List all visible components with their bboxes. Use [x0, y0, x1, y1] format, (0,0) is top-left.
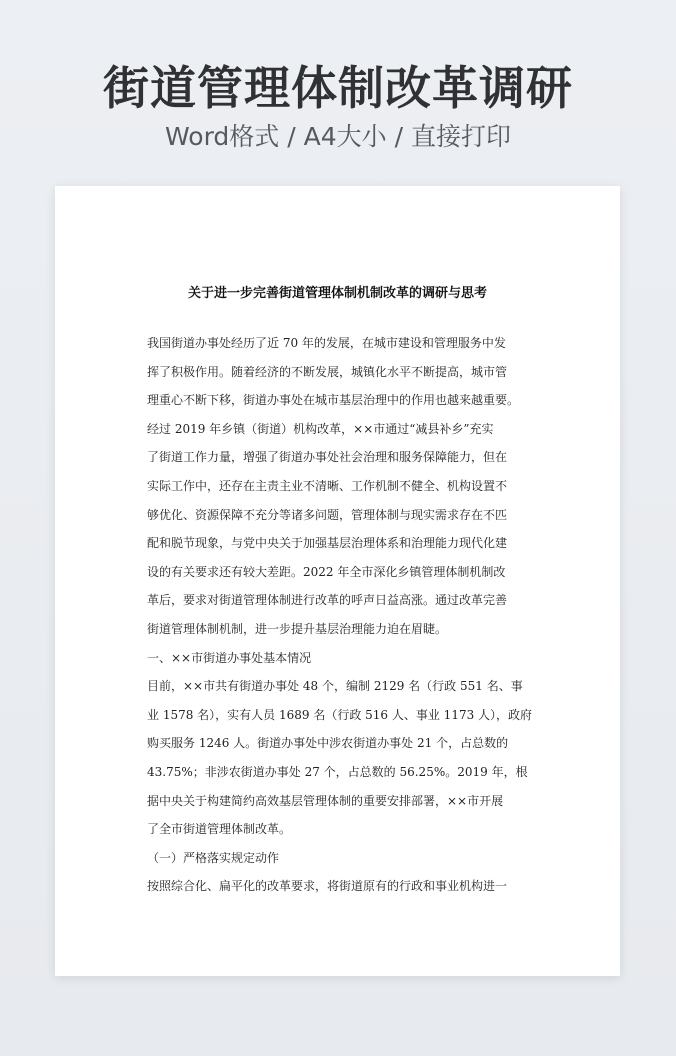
text-line: 43.75%；非涉农街道办事处 27 个，占总数的 56.25%。2019 年，根	[147, 764, 528, 779]
text-line: 街道管理体制机制，进一步提升基层治理能力迫在眉睫。	[147, 621, 448, 636]
document-page	[55, 186, 620, 976]
subsection-heading: （一）严格落实规定动作	[147, 850, 280, 865]
text-line: 了全市街道管理体制改革。	[147, 822, 292, 837]
text-line: 实际工作中，还存在主责主业不清晰、工作机制不健全、机构设置不	[147, 478, 508, 493]
text-line: 购买服务 1246 人。街道办事处中涉农街道办事处 21 个，占总数的	[147, 736, 509, 751]
text-line: 业 1578 名），实有人员 1689 名（行政 516 人、事业 1173 人），政府	[147, 707, 533, 722]
text-line: 理重心不断下移，街道办事处在城市基层治理中的作用也越来越重要。	[147, 393, 520, 408]
text-line: 据中央关于构建简约高效基层管理体制的重要安排部署，××市开展	[147, 793, 504, 808]
section-heading: 一、××市街道办事处基本情况	[147, 650, 312, 665]
text-line: 挥了积极作用。随着经济的不断发展，城镇化水平不断提高，城市管	[147, 364, 508, 379]
text-line: 配和脱节现象，与党中央关于加强基层治理体系和治理能力现代化建	[147, 536, 508, 551]
document-body	[147, 329, 539, 901]
page-subtitle: Word格式 / A4大小 / 直接打印	[165, 122, 511, 151]
document-heading: 关于进一步完善街道管理体制机制改革的调研与思考	[187, 286, 487, 301]
text-line: 我国街道办事处经历了近 70 年的发展，在城市建设和管理服务中发	[147, 336, 506, 350]
text-line: 够优化、资源保障不充分等诸多问题，管理体制与现实需求存在不匹	[147, 507, 508, 522]
text-line: 革后，要求对街道管理体制进行改革的呼声日益高涨。通过改革完善	[147, 593, 508, 608]
page-title: 街道管理体制改革调研	[103, 61, 573, 115]
text-line: 经过 2019 年乡镇（街道）机构改革，××市通过“减县补乡”充实	[147, 421, 494, 436]
text-line: 了街道工作力量，增强了街道办事处社会治理和服务保障能力，但在	[147, 450, 508, 465]
text-line: 设的有关要求还有较大差距。2022 年全市深化乡镇管理体制机制改	[147, 564, 506, 579]
text-line: 按照综合化、扁平化的改革要求，将街道原有的行政和事业机构进一	[147, 879, 508, 894]
text-line: 目前，××市共有街道办事处 48 个，编制 2129 名（行政 551 名、事	[147, 679, 523, 694]
